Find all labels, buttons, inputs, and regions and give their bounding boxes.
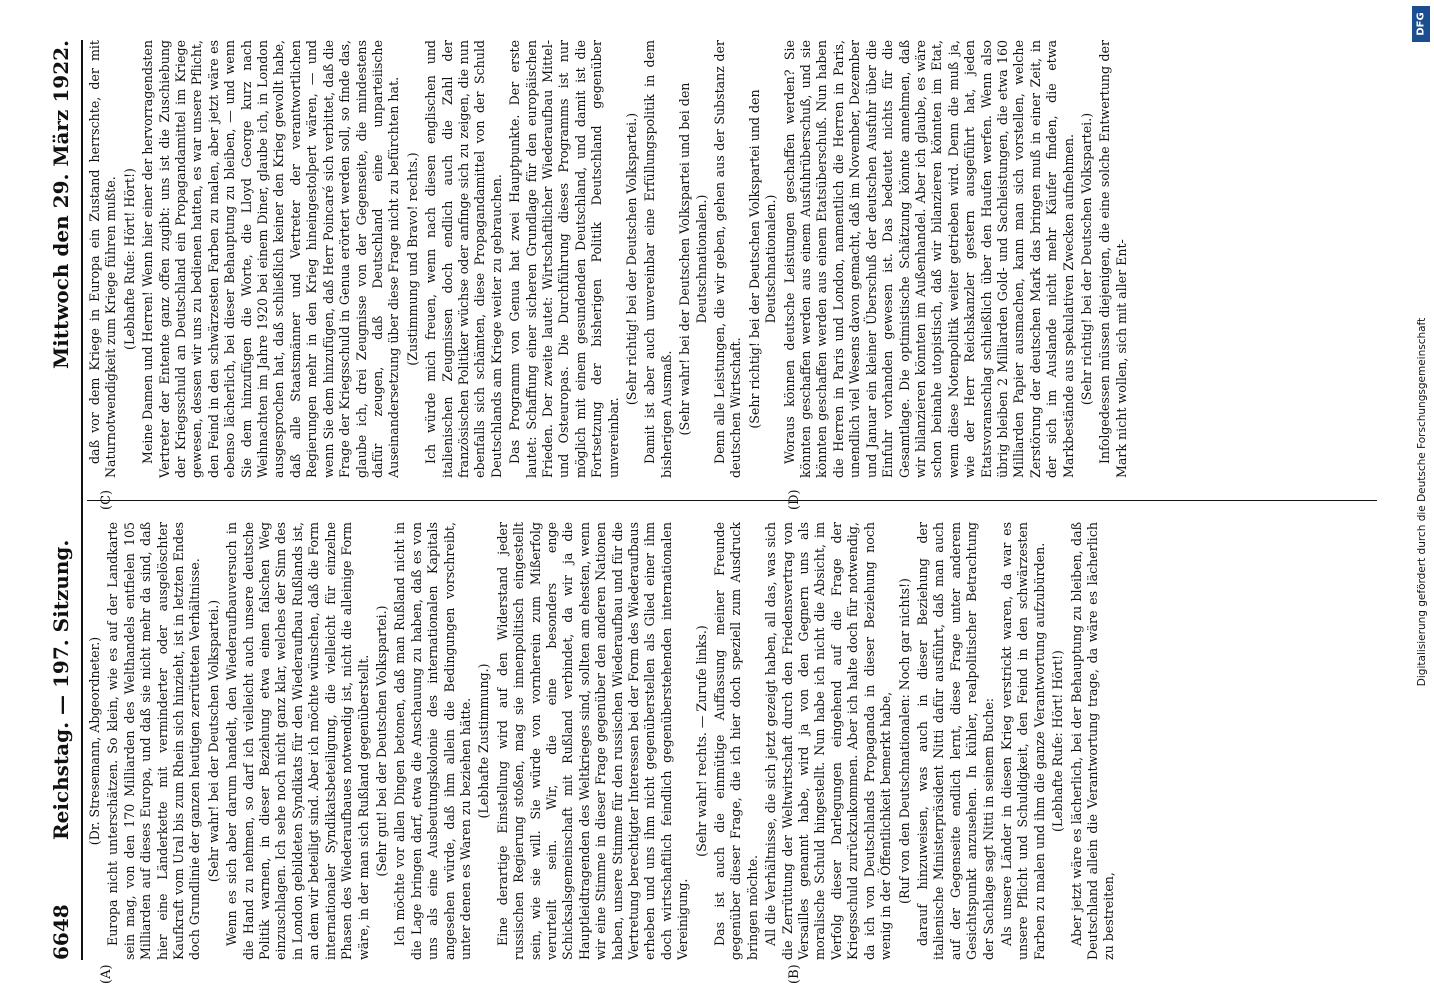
paragraph: (Lebhafte Rufe: Hört! Hört!) <box>121 168 137 350</box>
paragraph: Meine Damen und Herren! Wenn hier einer der hervorragendsten Vertreter der Entente ganz offen zugibt: uns ist die Zuschiebung der Kriegsschuld an Deutschland ein Propagandamittel im Kriege gewesen, dessen wir uns zu bedienen hatten, es war unsere Pflicht, den Feind in den schwärzesten Farben zu malen, aber jetzt wäre es ebenso lächerlich, bei dieser Behauptung zu bleiben, — und wenn Sie dem hinzufügen die Worte, die Lloyd George kurz nach Weihnachten im Jahre 1920 bei einem Diner, glaube ich, in London ausgesprochen hat, daß schließlich keiner den Krieg gewollt habe, daß alle Staatsmänner und Vertreter der verantwortlichen Regierungen mehr in den Krieg hineingestolpert wären, — und wenn Sie dem hinzufügen, daß Herr Poincaré sich verbittet, daß die Frage der Kriegsschuld in Genua erörtert werden soll, so finde das, glaube ich, drei Zeugnisse von der Gegenseite, die mindestens dafür zeugen, daß Deutschland eine unparteiische Auseinandersetzung über diese Frage nicht zu befürchten hat. <box>140 40 402 478</box>
paragraph: Infolgedessen müssen diejenigen, die eine solche Entwertung der Mark nicht wollen, sich mit aller Ent- <box>1097 40 1129 478</box>
margin-marker-d: (D) <box>787 489 802 510</box>
column-divider <box>87 500 1377 501</box>
page-number: 6648 <box>49 904 73 960</box>
paragraph: Aber jetzt wäre es lächerlich, bei der Behauptung zu bleiben, daß Deutschland allein die Verantwortung trage, da wäre es lächerlich zu bestreiten, <box>1068 522 1117 960</box>
paragraph: (Sehr wahr! bei der Deutschen Volkspartei.) <box>205 599 221 883</box>
paragraph: Ich würde mich freuen, wenn nach diesen englischen und italienischen Zeugnissen doch endlich auch die Zahl der französischen Politiker wüchse oder anfinge sich zu zeigen, die nun ebenfalls sich schämten, diese Propagandamittel von der Schuld Deutschlands am Kriege weiter zu gebrauchen. <box>423 40 504 478</box>
paragraph: daß vor dem Kriege in Europa ein Zustand herrschte, der mit Naturnotwendigkeit zum Kriege führen mußte. <box>87 40 119 478</box>
page-header <box>49 40 79 960</box>
dfg-logo: DFG <box>1412 6 1430 42</box>
paragraph: Woraus können deutsche Leistungen geschaffen werden? Sie könnten geschaffen werden aus einem Ausfuhrüberschuß, und sie könnten geschaffen werden aus einem Etatsüberschuß. Nun haben die Herren in Paris und London, namentlich die Herren in Paris, unendlich viel Wesens davon gemacht, daß im November, Dezember und Januar ein kleiner Überschuß der deutschen Ausfuhr über die Einfuhr vorhanden gewesen ist. Das bedeutet nichts für die Gesamtlage. Die optimistische Schätzung könnte annehmen, daß wir bilanzieren könnten im Außenhandel. Aber ich glaube, es wäre schon beinahe utopistisch, daß wir bilanzieren könnten im Etat, wenn diese Notenpolitik weiter getrieben wird. Denn die muß ja, wie der Herr Reichskanzler gestern ausgeführt hat, jeden Etatsvoranschlag schließlich über den Haufen werfen. Wenn also übrig bleiben 2 Milliarden Gold- und Sachleistungen, die etwa 160 Milliarden Papier ausmachen, kann man sich vorstellen, welche Zerstörung der deutschen Mark das bringen muß in einer Zeit, in der sich im Auslande nicht mehr Käufer finden, die etwa Markbestände aus spekulativen Zwecken aufnehmen. <box>781 40 1076 478</box>
margin-marker-b: (B) <box>787 964 802 984</box>
margin-marker-c: (C) <box>99 489 114 510</box>
paragraph: Europa nicht unterschätzen. So klein, wie es auf der Landkarte sein mag, von den 170 Milliarden des Welthandels entfielen 105 Milliarden auf dieses Europa, und daß sie nicht mehr da sind, daß hier eine Länderkette mit verminderter oder ausgelöschter Kaufkraft vom Ural bis zum Rhein sich hinzieht, ist in letzten Endes doch Grundlinie der ganzen heutigen zerrütteten Verhältnisse. <box>105 522 203 960</box>
margin-marker-a: (A) <box>99 964 114 984</box>
paragraph: Ich möchte vor allen Dingen betonen, daß man Rußland nicht in die Lage bringen darf, etwa die Anschauung zu haben, daß es von uns als eine Ausbeutungskolonie des internationalen Kapitals angesehen würde, daß ihm allein die Bedingungen vorschreibt, unter denen es Waren zu beziehen hätte. <box>392 522 473 960</box>
paragraph: (Dr. Stresemann, Abgeordneter.) <box>87 636 102 846</box>
paragraph: Damit ist aber auch unvereinbar eine Erfüllungspolitik in dem bisherigen Ausmaß. <box>642 40 674 478</box>
paragraph: (Lebhafte Zustimmung.) <box>476 663 492 819</box>
paragraph: (Lebhafte Rufe: Hört! Hört!) <box>1050 650 1066 832</box>
paragraph: Als unsere Länder in diesen Krieg verstrickt waren, da war es unsere Pflicht und Schuldigkeit, den Feind in den schwärzesten Farben zu malen und ihm die ganze Verantwortung aufzubürden. <box>998 522 1047 960</box>
paragraph: (Sehr gut! bei der Deutschen Volkspartei.) <box>373 605 389 877</box>
paragraph: Denn alle Leistungen, die wir geben, gehen aus der Substanz der deutschen Wirtschaft. <box>712 40 744 478</box>
paragraph: (Sehr richtig! bei der Deutschen Volkspartei.) <box>1078 112 1094 406</box>
digitization-credit: Digitalisierung gefördert durch die Deutsche Forschungsgemeinschaft <box>1416 317 1428 686</box>
paragraph: (Sehr richtig! bei der Deutschen Volkspartei und den Deutschnationalen.) <box>746 89 779 429</box>
header-rule <box>81 40 83 960</box>
paragraph: (Zustimmung und Bravo! rechts.) <box>404 152 420 366</box>
paragraph: Wenn es sich aber darum handelt, den Wiederaufbauversuch in die Hand zu nehmen, so darf ich vielleicht auch unsere deutsche Politik warnen, in dieser Beziehung etwa einen falschen Weg einzuschlagen. Ich sehe noch nicht ganz klar, welches der Sinn des in London gebildeten Syndikats für den Wiederaufbau Rußlands ist, an dem wir beteiligt sind. Aber ich möchte wünschen, daß die Form internationaler Syndikatsbeteiligung, die vielleicht für einzelne Phasen des Wiederaufbaues notwendig ist, nicht die alleinige Form wäre, in der man sich Rußland gegenüberstellt. <box>224 522 371 960</box>
rotated-document-page <box>27 20 1407 984</box>
paragraph: Das ist auch die einmütige Auffassung meiner Freunde gegenüber dieser Frage, die ich hier doch speziell zum Ausdruck bringen möchte. <box>712 522 760 960</box>
right-text-column <box>87 40 1377 478</box>
paragraph: Eine derartige Einstellung wird auf den Widerstand jeder russischen Regierung stoßen, mag sie innenpolitisch eingestellt sein, wie sie will. Sie würde von vornherein zum Mißerfolg verurteilt sein. Wir, die eine besonders enge Schicksalsgemeinschaft mit Rußland verbindet, da wir ja die Hauptleidtragenden des Weltkrieges sind, sollten am ehesten, wenn wir eine Stimme in dieser Frage gegenüber den anderen Nationen haben, unsere Stimme für den russischen Wiederaufbau und für die Vertretung berechtigter Interessen bei der Form des Wiederaufbaus erheben und uns ihm nicht gegenüberstellen als Glied einer ihm doch wirtschaftlich feindlich gegenüberstehenden internationalen Vereinigung. <box>494 522 691 960</box>
session-title: Reichstag. — 197. Sitzung. <box>49 539 73 840</box>
paragraph: (Sehr wahr! bei der Deutschen Volkspartei und bei den Deutschnationalen.) <box>677 82 709 436</box>
paragraph: darauf hinzuweisen, was auch in dieser Beziehung der italienische Ministerpräsident Nitti dafür ausführt, daß man auch auf der Gegenseite endlich lernt, diese Frage unter anderem Gesichtspunkt anzusehen. In kühler, realpolitischer Betrachtung der Sachlage sagt Nitti in seinem Buche: <box>914 522 996 960</box>
left-text-column <box>87 522 1377 960</box>
paragraph: Das Programm von Genua hat zwei Hauptpunkte. Der erste lautet: Schaffung einer sicheren Grundlage für den europäischen Frieden. Der zweite lautet: Wirtschaftlicher Wiederaufbau Mittel- und Osteuropas. Die Durchführung dieses Programms ist nur möglich mit einem gesundenden Deutschland, und damit ist die Fortsetzung der bisherigen Politik Deutschland gegenüber unvereinbar. <box>507 40 621 478</box>
paragraph: (Ruf von den Deutschnationalen: Noch gar nichts!) <box>896 578 912 904</box>
paragraph: (Sehr wahr! rechts. — Zurufe links.) <box>693 625 709 857</box>
session-date: Mittwoch den 29. März 1922. <box>49 40 73 370</box>
paragraph: All die Verhältnisse, die sich jetzt gezeigt haben, all das, was sich die Zerrüttung der Weltwirtschaft durch den Friedensvertrag von Versailles genannt habe, wird ja von den Gegnern uns als moralische Schuld hingestellt. Nun habe ich nicht die Absicht, im Verfolg dieser Darlegungen eingehend auf die Frage der Kriegsschuld zurückzukommen. Aber ich halte doch für notwendig, da ich von Deutschlands Propaganda in dieser Beziehung noch wenig in der Öffentlichkeit bemerkt habe, <box>763 522 894 960</box>
paragraph: (Sehr richtig! bei der Deutschen Volkspartei.) <box>624 112 639 406</box>
